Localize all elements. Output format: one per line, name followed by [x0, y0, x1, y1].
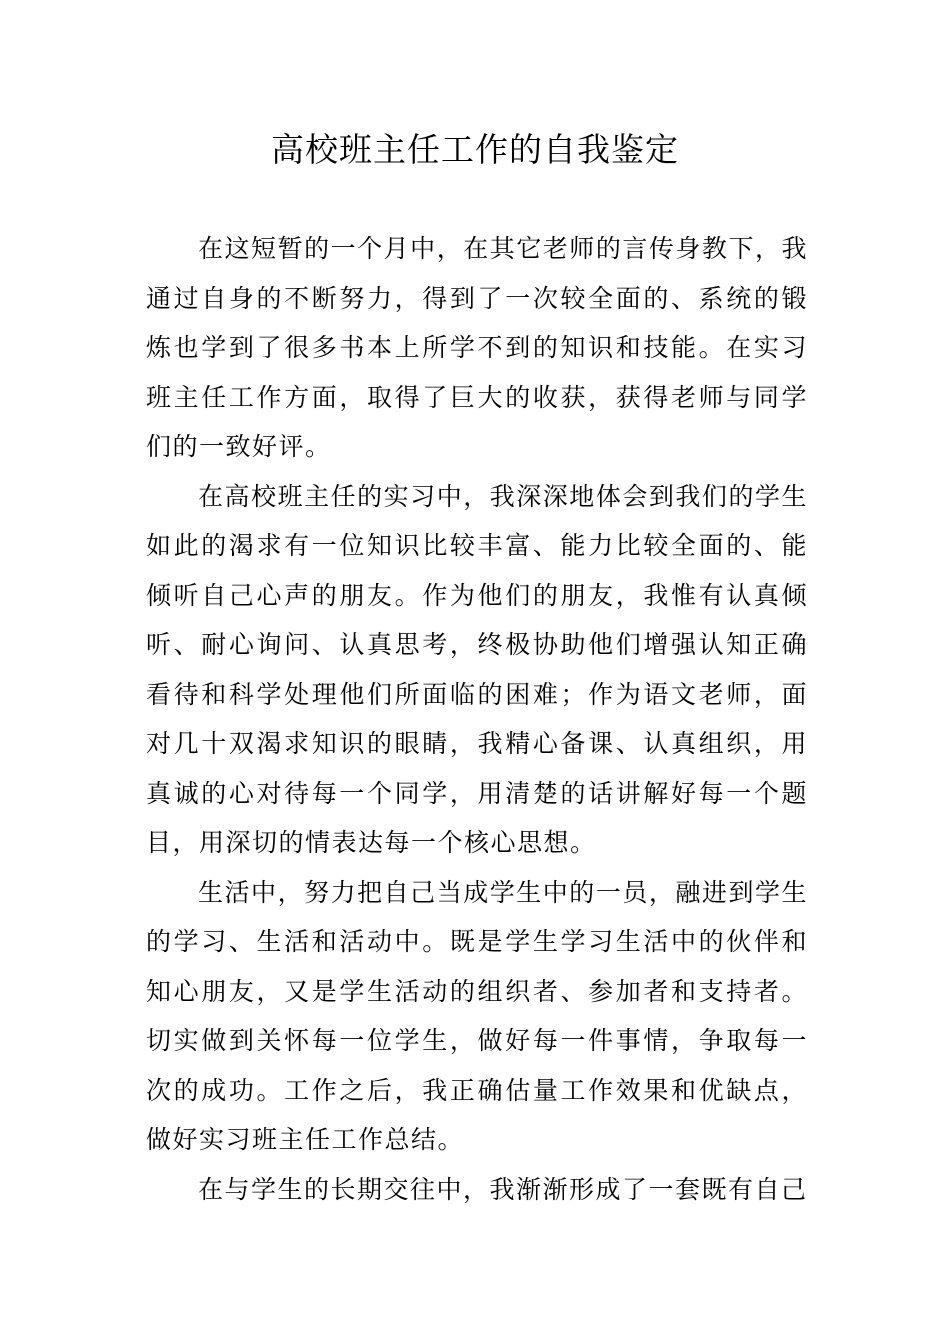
document-body	[146, 224, 808, 1214]
paragraph: 在高校班主任的实习中，我深深地体会到我们的学生如此的渴求有一位知识比较丰富、能力比较全面的、能倾听自己心声的朋友。作为他们的朋友，我惟有认真倾听、耐心询问、认真思考，终极协助他们增强认知正确看待和科学处理他们所面临的困难；作为语文老师，面对几十双渴求知识的眼睛，我精心备课、认真组织，用真诚的心对待每一个同学，用清楚的话讲解好每一个题目，用深切的情表达每一个核心思想。	[146, 481, 808, 857]
paragraph: 在与学生的长期交往中，我渐渐形成了一套既有自己	[198, 1174, 808, 1204]
paragraph: 生活中，努力把自己当成学生中的一员，融进到学生的学习、生活和活动中。既是学生学习生活中的伙伴和知心朋友，又是学生活动的组织者、参加者和支持者。切实做到关怀每一位学生，做好每一件事情，争取每一次的成功。工作之后，我正确估量工作效果和优缺点，做好实习班主任工作总结。	[146, 877, 808, 1154]
document-title: 高校班主任工作的自我鉴定	[271, 130, 679, 169]
paragraph: 在这短暂的一个月中，在其它老师的言传身教下，我通过自身的不断努力，得到了一次较全面的、系统的锻炼也学到了很多书本上所学不到的知识和技能。在实习班主任工作方面，取得了巨大的收获，获得老师与同学们的一致好评。	[146, 234, 808, 461]
